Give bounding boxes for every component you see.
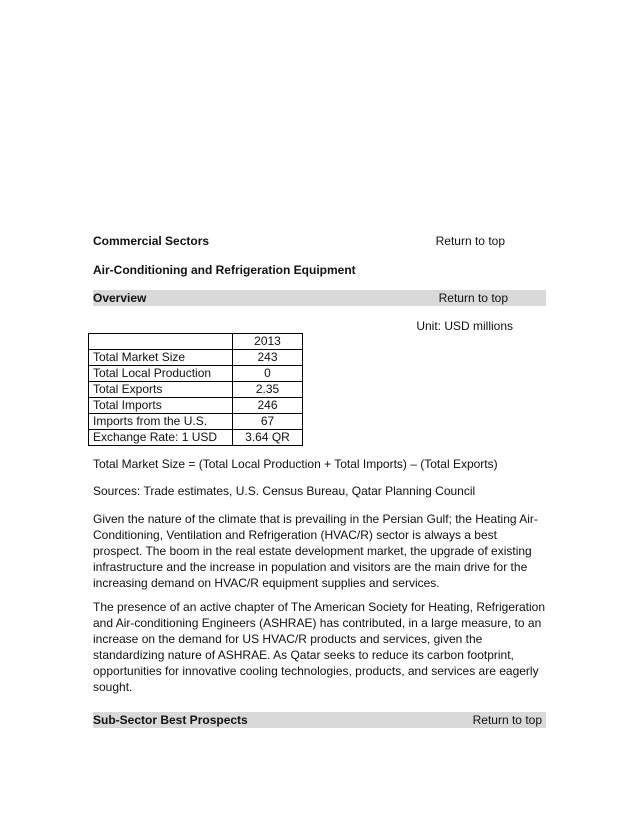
overview-title: Overview: [93, 291, 147, 305]
table-row-label: Total Exports: [89, 382, 233, 398]
table-row-label: Total Imports: [89, 398, 233, 414]
table-row-value: 243: [233, 350, 303, 366]
table-row: [89, 398, 303, 414]
unit-note-row: [93, 318, 546, 334]
best-prospects-title: Sub-Sector Best Prospects: [93, 713, 248, 727]
table-row-label: Imports from the U.S.: [89, 414, 233, 430]
table-row-label: Total Market Size: [89, 350, 233, 366]
table-row-value: 3.64 QR: [233, 430, 303, 446]
subsection-title: Air-Conditioning and Refrigeration Equipment: [93, 263, 356, 277]
climate-paragraph: Given the nature of the climate that is prevailing in the Persian Gulf; the Heating Air-Conditioning, Ventilation and Refrigeration (HVAC/R) sector is always a best prospect. The boom in the real estate development market, the upgrade of existing infrastructure and the increase in population and visitors are the main drive for the increasing demand on HVAC/R equipment supplies and services.: [93, 512, 538, 590]
best-prospects-heading-bar: [93, 712, 546, 728]
sources-note: Sources: Trade estimates, U.S. Census Bureau, Qatar Planning Council: [93, 484, 476, 498]
table-row-label: Exchange Rate: 1 USD: [89, 430, 233, 446]
market-size-formula: Total Market Size = (Total Local Production + Total Imports) – (Total Exports): [93, 457, 498, 471]
subsection-heading: [93, 262, 546, 278]
unit-note: Unit: USD millions: [416, 319, 513, 333]
table-row: [89, 350, 303, 366]
table-row-label: Total Local Production: [89, 366, 233, 382]
table-row-value: 67: [233, 414, 303, 430]
table-row-value: 0: [233, 366, 303, 382]
ashrae-paragraph: The presence of an active chapter of The American Society for Heating, Refrigeration and Air-conditioning Engineers (ASHRAE) has contributed, in a large measure, to an increase on the demand for US HVAC/R products and services, given the standardizing nature of ASHRAE. As Qatar seeks to reduce its carbon footprint, opportunities for innovative cooling technologies, products, and services are eagerly sought.: [93, 600, 546, 694]
table-header-blank: [89, 334, 233, 350]
return-to-top-link-2[interactable]: Return to top: [438, 291, 508, 305]
table-row-value: 246: [233, 398, 303, 414]
table-header-year: 2013: [233, 334, 303, 350]
return-to-top-link-3[interactable]: Return to top: [472, 713, 542, 727]
overview-heading-bar: [93, 290, 546, 306]
commercial-sectors-title: Commercial Sectors: [93, 234, 210, 248]
table-header-row: [89, 334, 303, 350]
commercial-sectors-heading: [93, 233, 546, 249]
table-row: [89, 430, 303, 446]
return-to-top-link-1[interactable]: Return to top: [435, 234, 505, 248]
table-row-value: 2.35: [233, 382, 303, 398]
table-row: [89, 366, 303, 382]
table-row: [89, 382, 303, 398]
market-data-table: [88, 333, 303, 446]
table-row: [89, 414, 303, 430]
